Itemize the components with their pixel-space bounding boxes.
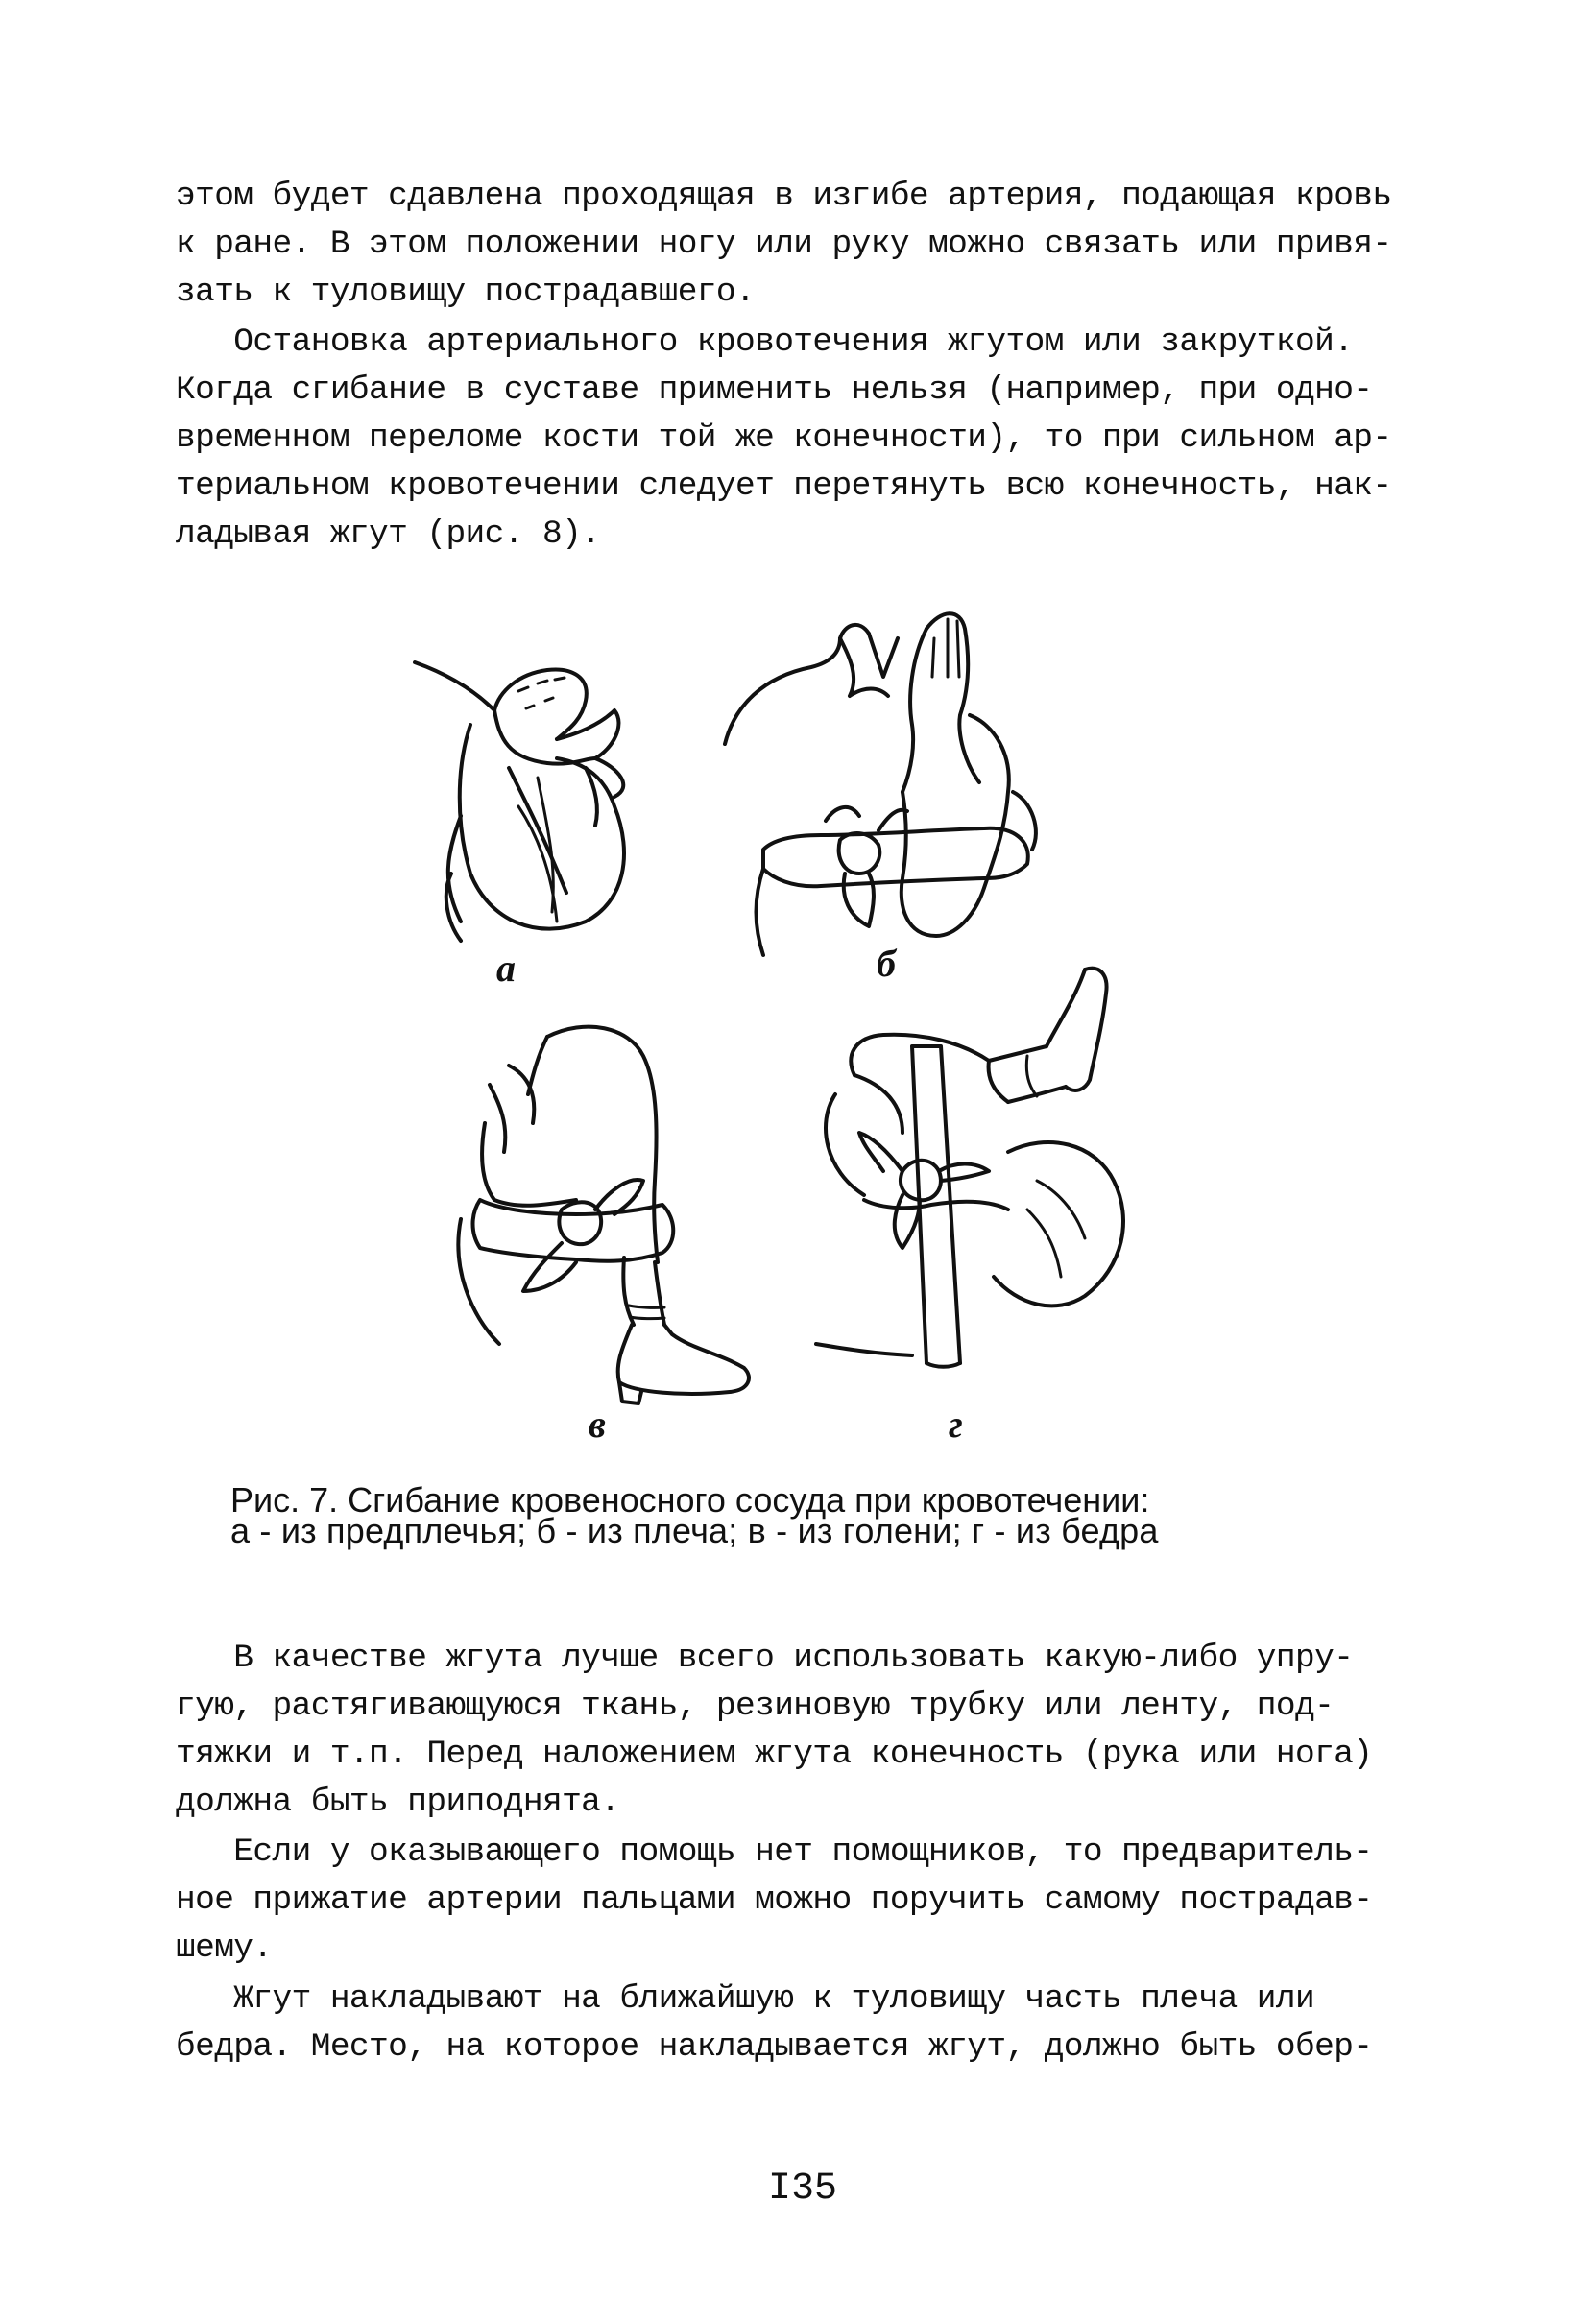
- illustration-shoulder: [706, 600, 1071, 965]
- figure-label-v: в: [589, 1402, 606, 1446]
- text-line: Жгут накладывают на ближайшую к туловищу часть плеча или: [176, 1980, 1315, 2018]
- text-line: Когда сгибание в суставе применить нельзя (например, при одно-: [176, 371, 1373, 409]
- page-number: I35: [768, 2168, 838, 2211]
- text-line: Остановка артериального кровотечения жгутом или закруткой.: [176, 323, 1354, 361]
- text-line: бедра. Место, на которое накладывается жгут, должно быть обер-: [176, 2028, 1373, 2066]
- text-line: должна быть приподнята.: [176, 1784, 620, 1821]
- paragraph-4: [176, 1829, 1393, 1973]
- illustration-forearm: [403, 634, 691, 960]
- text-line: ное прижатие артерии пальцами можно поручить самому пострадав-: [176, 1881, 1373, 1919]
- text-line: этом будет сдавлена проходящая в изгибе артерия, подающая кровь: [176, 178, 1392, 215]
- text-line: к ране. В этом положении ногу или руку можно связать или привя-: [176, 226, 1392, 263]
- illustration-knee: [442, 1018, 758, 1421]
- text-line: шему.: [176, 1929, 273, 1967]
- text-line: Если у оказывающего помощь нет помощников, то предваритель-: [176, 1833, 1373, 1871]
- text-line: гую, растягивающуюся ткань, резиновую трубку или ленту, под-: [176, 1688, 1335, 1725]
- paragraph-1: [176, 173, 1393, 317]
- text-line: териальном кровотечении следует перетянуть всю конечность, нак-: [176, 467, 1392, 505]
- text-line: В качестве жгута лучше всего использовать какую-либо упру-: [176, 1640, 1354, 1677]
- figure-caption: [230, 1482, 1402, 1549]
- text-line: зать к туловищу пострадавшего.: [176, 274, 756, 311]
- text-line: временном переломе кости той же конечности), то при сильном ар-: [176, 419, 1392, 457]
- illustration-thigh: [768, 960, 1152, 1382]
- figure-label-g: г: [949, 1402, 963, 1446]
- caption-line-1: Рис. 7. Сгибание кровеносного сосуда при кровотечении:: [230, 1480, 1150, 1520]
- text-line: тяжки и т.п. Перед наложением жгута конечность (рука или нога): [176, 1736, 1373, 1773]
- figure-label-a: а: [496, 946, 516, 990]
- text-line: ладывая жгут (рис. 8).: [176, 515, 601, 553]
- figure-label-b: б: [877, 942, 896, 985]
- caption-line-2: а - из предплечья; б - из плеча; в - из голени; г - из бедра: [230, 1511, 1159, 1550]
- paragraph-3: [176, 1635, 1393, 1827]
- paragraph-5: [176, 1976, 1393, 2072]
- paragraph-2: [176, 319, 1393, 559]
